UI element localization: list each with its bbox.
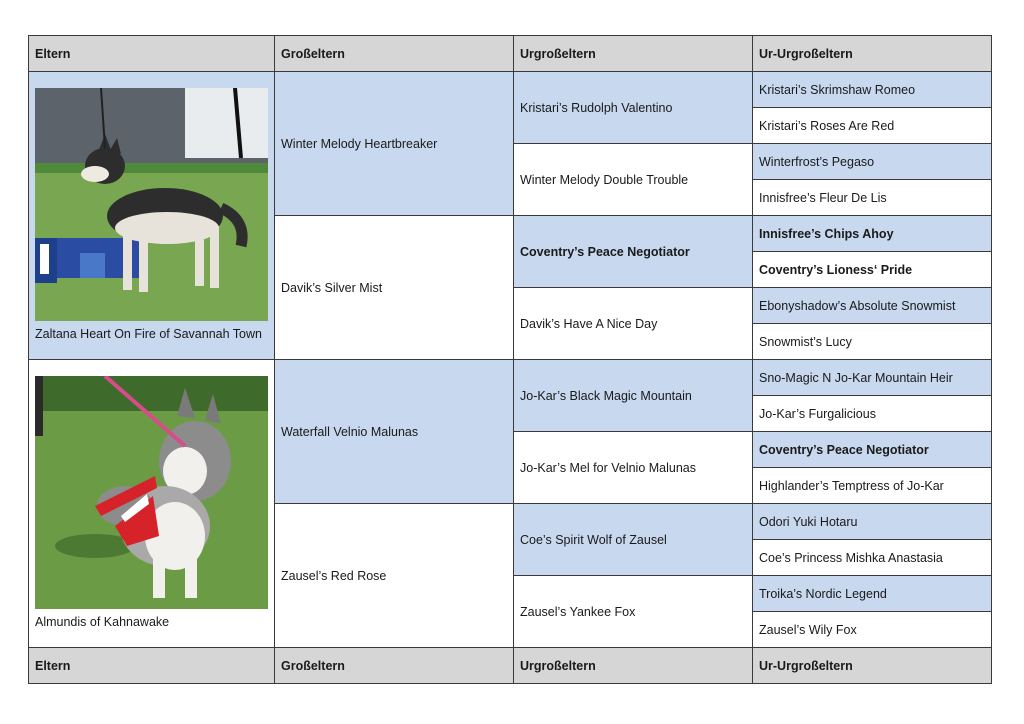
parent-sire-name: Zaltana Heart On Fire of Savannah Town xyxy=(35,327,262,341)
great-grandparent-4: Davik’s Have A Nice Day xyxy=(514,288,753,360)
header-row-bottom xyxy=(29,648,992,684)
great-grandparent-6: Jo-Kar’s Mel for Velnio Malunas xyxy=(514,432,753,504)
great-great-grandparent-8: Snowmist’s Lucy xyxy=(753,324,992,360)
great-grandparent-7: Coe’s Spirit Wolf of Zausel xyxy=(514,504,753,576)
footer-urgrosseltern: Urgroßeltern xyxy=(514,648,753,684)
great-great-grandparent-1: Kristari’s Skrimshaw Romeo xyxy=(753,72,992,108)
header-urgrosseltern: Urgroßeltern xyxy=(514,36,753,72)
great-grandparent-1: Kristari’s Rudolph Valentino xyxy=(514,72,753,144)
great-great-grandparent-14: Coe’s Princess Mishka Anastasia xyxy=(753,540,992,576)
great-grandparent-5: Jo-Kar’s Black Magic Mountain xyxy=(514,360,753,432)
header-grosseltern: Großeltern xyxy=(275,36,514,72)
great-great-grandparent-12: Highlander’s Temptress of Jo-Kar xyxy=(753,468,992,504)
husky-show-stack-photo xyxy=(35,88,268,321)
footer-grosseltern: Großeltern xyxy=(275,648,514,684)
footer-ur-urgrosseltern: Ur-Urgroßeltern xyxy=(753,648,992,684)
parent-sire xyxy=(29,72,275,360)
grandparent-2: Davik’s Silver Mist xyxy=(275,216,514,360)
great-great-grandparent-3: Winterfrost’s Pegaso xyxy=(753,144,992,180)
grandparent-1: Winter Melody Heartbreaker xyxy=(275,72,514,216)
parent-dam xyxy=(29,360,275,648)
great-great-grandparent-11: Coventry’s Peace Negotiator xyxy=(753,432,992,468)
footer-eltern: Eltern xyxy=(29,648,275,684)
great-great-grandparent-4: Innisfree’s Fleur De Lis xyxy=(753,180,992,216)
great-great-grandparent-7: Ebonyshadow’s Absolute Snowmist xyxy=(753,288,992,324)
great-great-grandparent-5: Innisfree’s Chips Ahoy xyxy=(753,216,992,252)
header-eltern: Eltern xyxy=(29,36,275,72)
grandparent-4: Zausel’s Red Rose xyxy=(275,504,514,648)
header-row-top xyxy=(29,36,992,72)
great-great-grandparent-16: Zausel’s Wily Fox xyxy=(753,612,992,648)
husky-ribbon-photo xyxy=(35,376,268,609)
great-grandparent-2: Winter Melody Double Trouble xyxy=(514,144,753,216)
great-grandparent-8: Zausel’s Yankee Fox xyxy=(514,576,753,648)
great-great-grandparent-9: Sno-Magic N Jo-Kar Mountain Heir xyxy=(753,360,992,396)
great-great-grandparent-10: Jo-Kar’s Furgalicious xyxy=(753,396,992,432)
parent-dam-name: Almundis of Kahnawake xyxy=(35,615,170,629)
great-great-grandparent-15: Troika’s Nordic Legend xyxy=(753,576,992,612)
great-great-grandparent-2: Kristari’s Roses Are Red xyxy=(753,108,992,144)
pedigree-table xyxy=(28,35,992,684)
great-great-grandparent-6: Coventry’s Lioness‘ Pride xyxy=(753,252,992,288)
header-ur-urgrosseltern: Ur-Urgroßeltern xyxy=(753,36,992,72)
great-great-grandparent-13: Odori Yuki Hotaru xyxy=(753,504,992,540)
grandparent-3: Waterfall Velnio Malunas xyxy=(275,360,514,504)
great-grandparent-3: Coventry’s Peace Negotiator xyxy=(514,216,753,288)
